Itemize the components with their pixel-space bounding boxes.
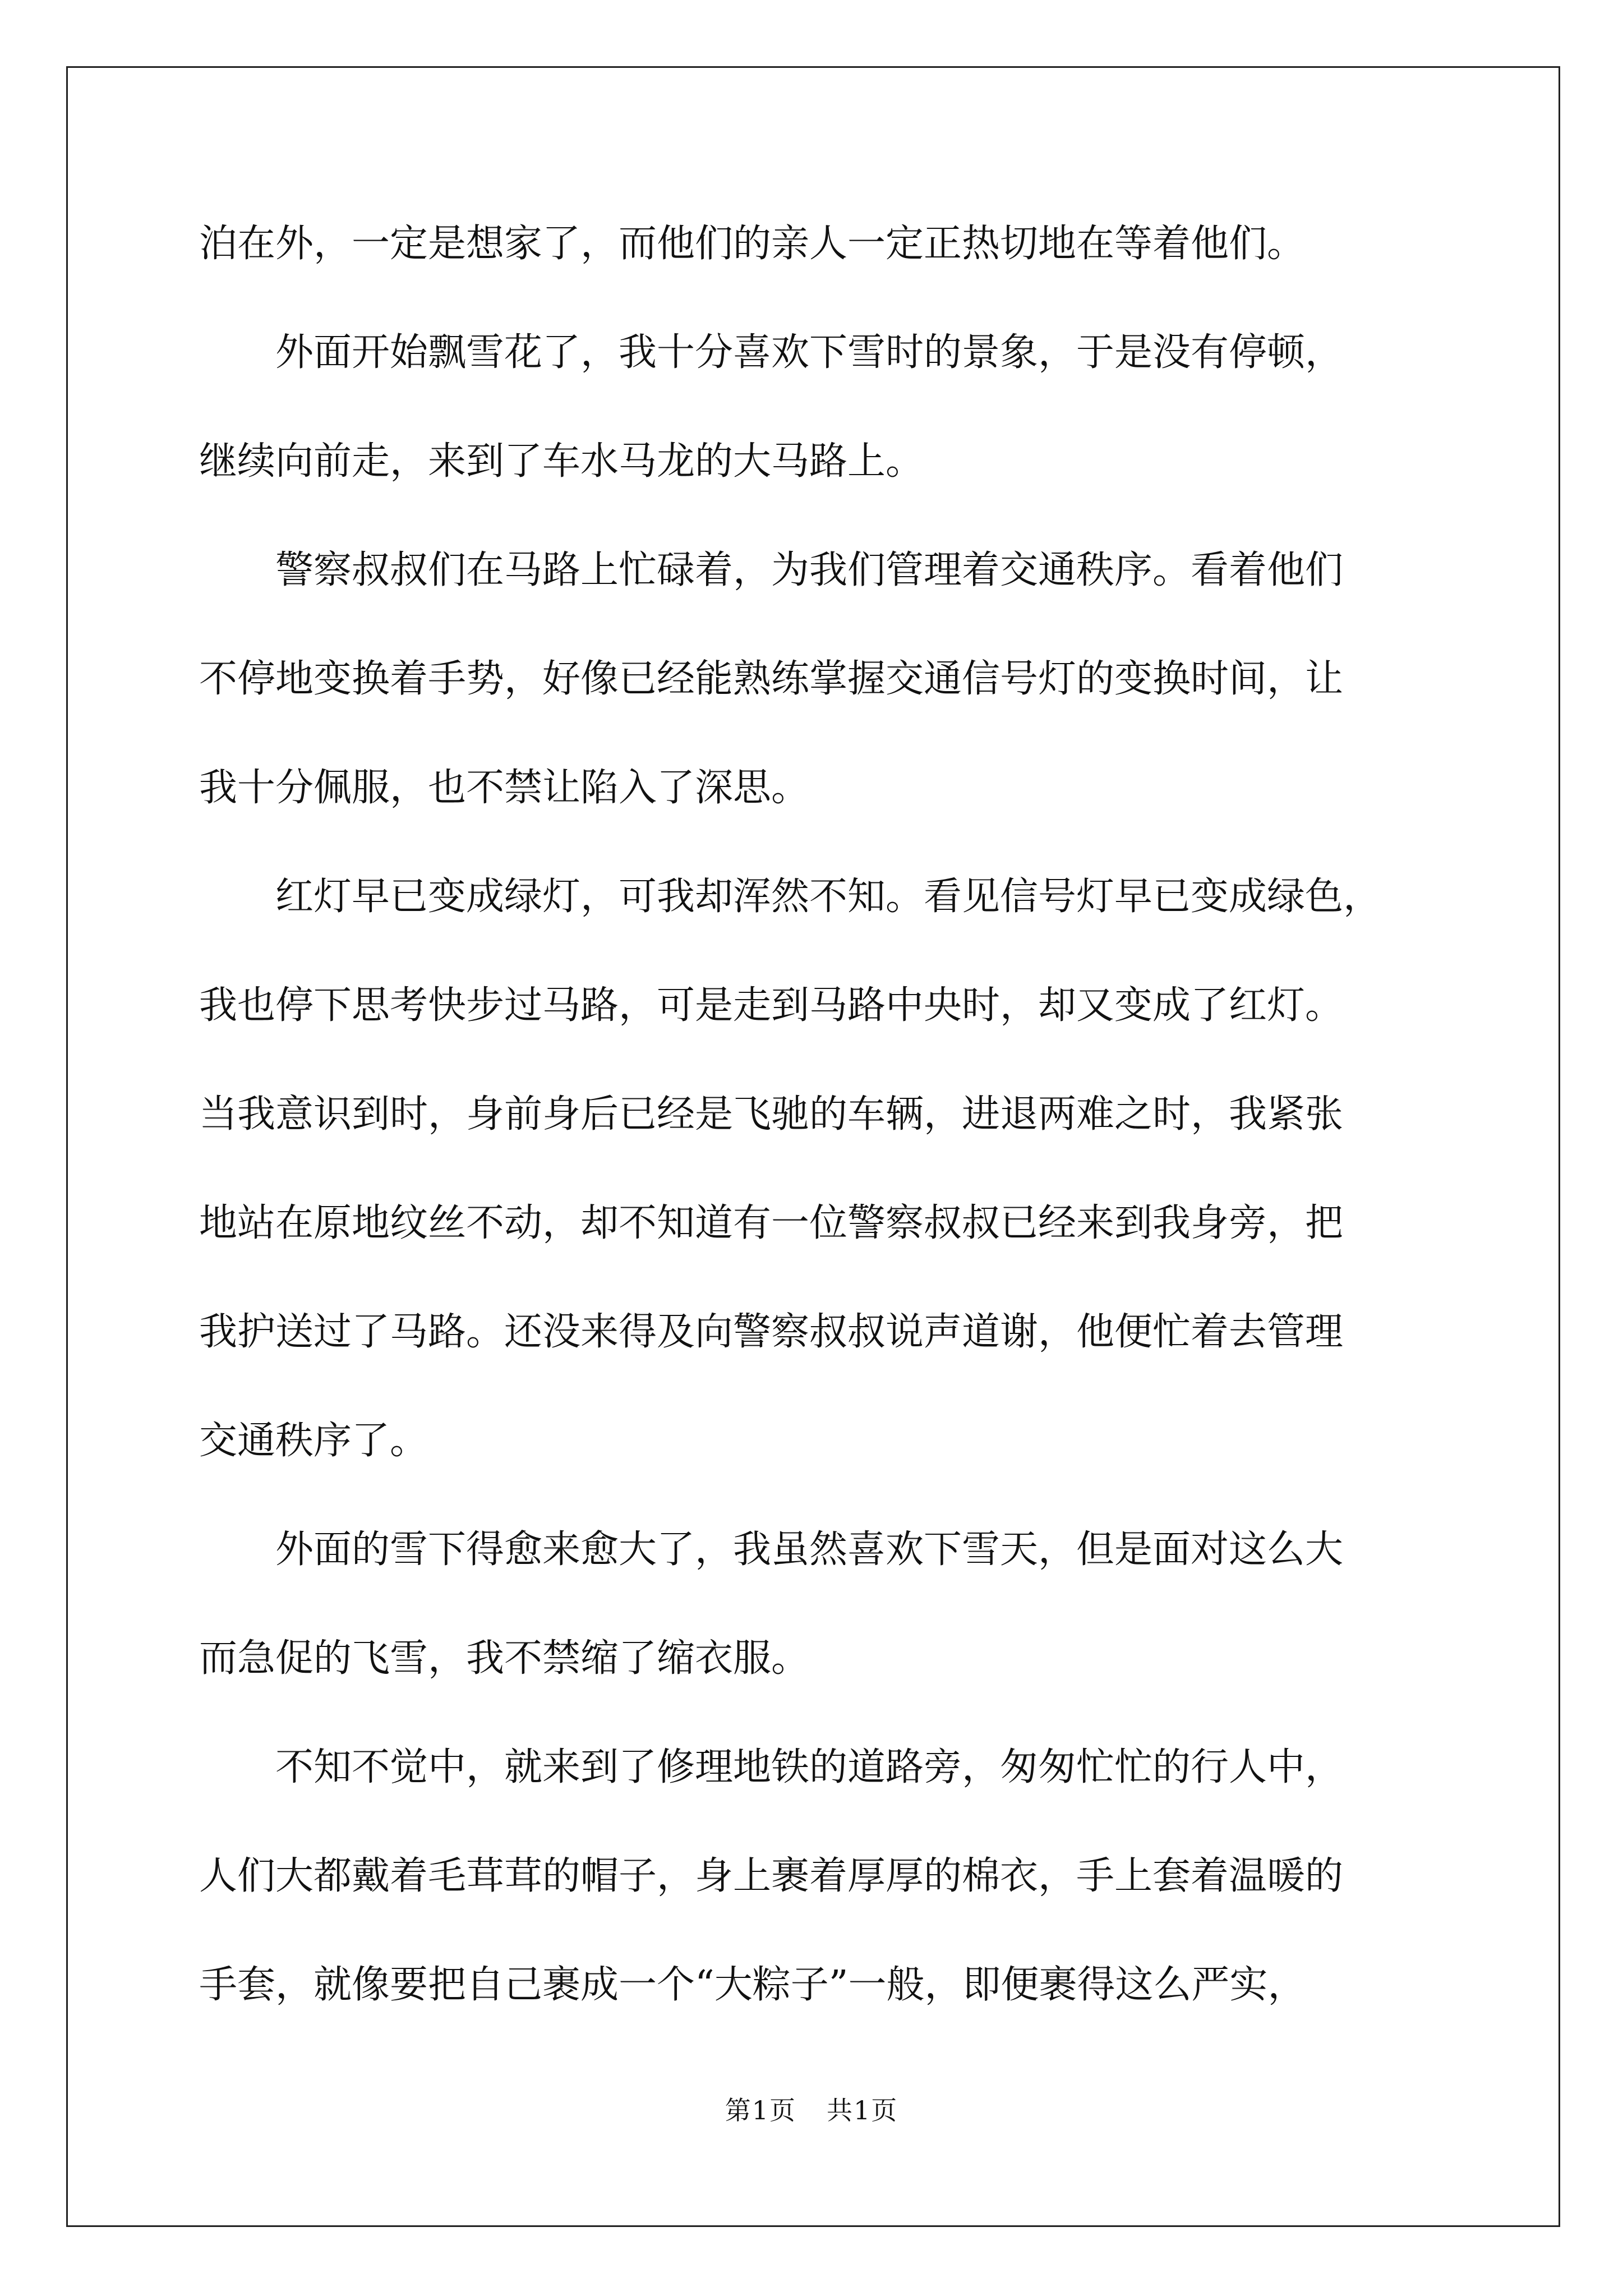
text-line: 人们大都戴着毛茸茸的帽子，身上裹着厚厚的棉衣，手上套着温暖的 [199,1854,1344,1898]
text-line: 泊在外，一定是想家了，而他们的亲人一定正热切地在等着他们。 [199,222,1306,266]
text-line: 手套，就像要把自己裹成一个“大粽子”一般，即便裹得这么严实， [199,1963,1306,2007]
text-line: 继续向前走，来到了车水马龙的大马路上。 [199,439,924,484]
text-line: 地站在原地纹丝不动，却不知道有一位警察叔叔已经来到我身旁，把 [199,1201,1344,1245]
text-line: 不停地变换着手势，好像已经能熟练掌握交通信号灯的变换时间，让 [199,657,1344,701]
text-line: 我护送过了马路。还没来得及向警察叔叔说声道谢，他便忙着去管理 [199,1310,1344,1354]
text-line: 外面开始飘雪花了，我十分喜欢下雪时的景象，于是没有停顿， [275,330,1344,375]
text-line: 红灯早已变成绿灯，可我却浑然不知。看见信号灯早已变成绿色， [275,875,1382,919]
text-line: 而急促的飞雪，我不禁缩了缩衣服。 [199,1636,810,1681]
text-line: 我十分佩服，也不禁让陷入了深思。 [199,766,810,810]
text-line: 我也停下思考快步过马路，可是走到马路中央时，却又变成了红灯。 [199,983,1344,1028]
text-line: 警察叔叔们在马路上忙碌着，为我们管理着交通秩序。看着他们 [275,548,1344,592]
text-line: 交通秩序了。 [199,1419,428,1463]
text-line: 外面的雪下得愈来愈大了，我虽然喜欢下雪天，但是面对这么大 [275,1527,1344,1572]
document-body [199,208,1427,2058]
page-total: 共1页 [827,2095,898,2125]
page-footer [0,2090,1623,2127]
text-line: 当我意识到时，身前身后已经是飞驰的车辆，进退两难之时，我紧张 [199,1092,1344,1137]
page-number: 第1页 [725,2095,796,2125]
text-line: 不知不觉中，就来到了修理地铁的道路旁，匆匆忙忙的行人中， [275,1745,1344,1789]
